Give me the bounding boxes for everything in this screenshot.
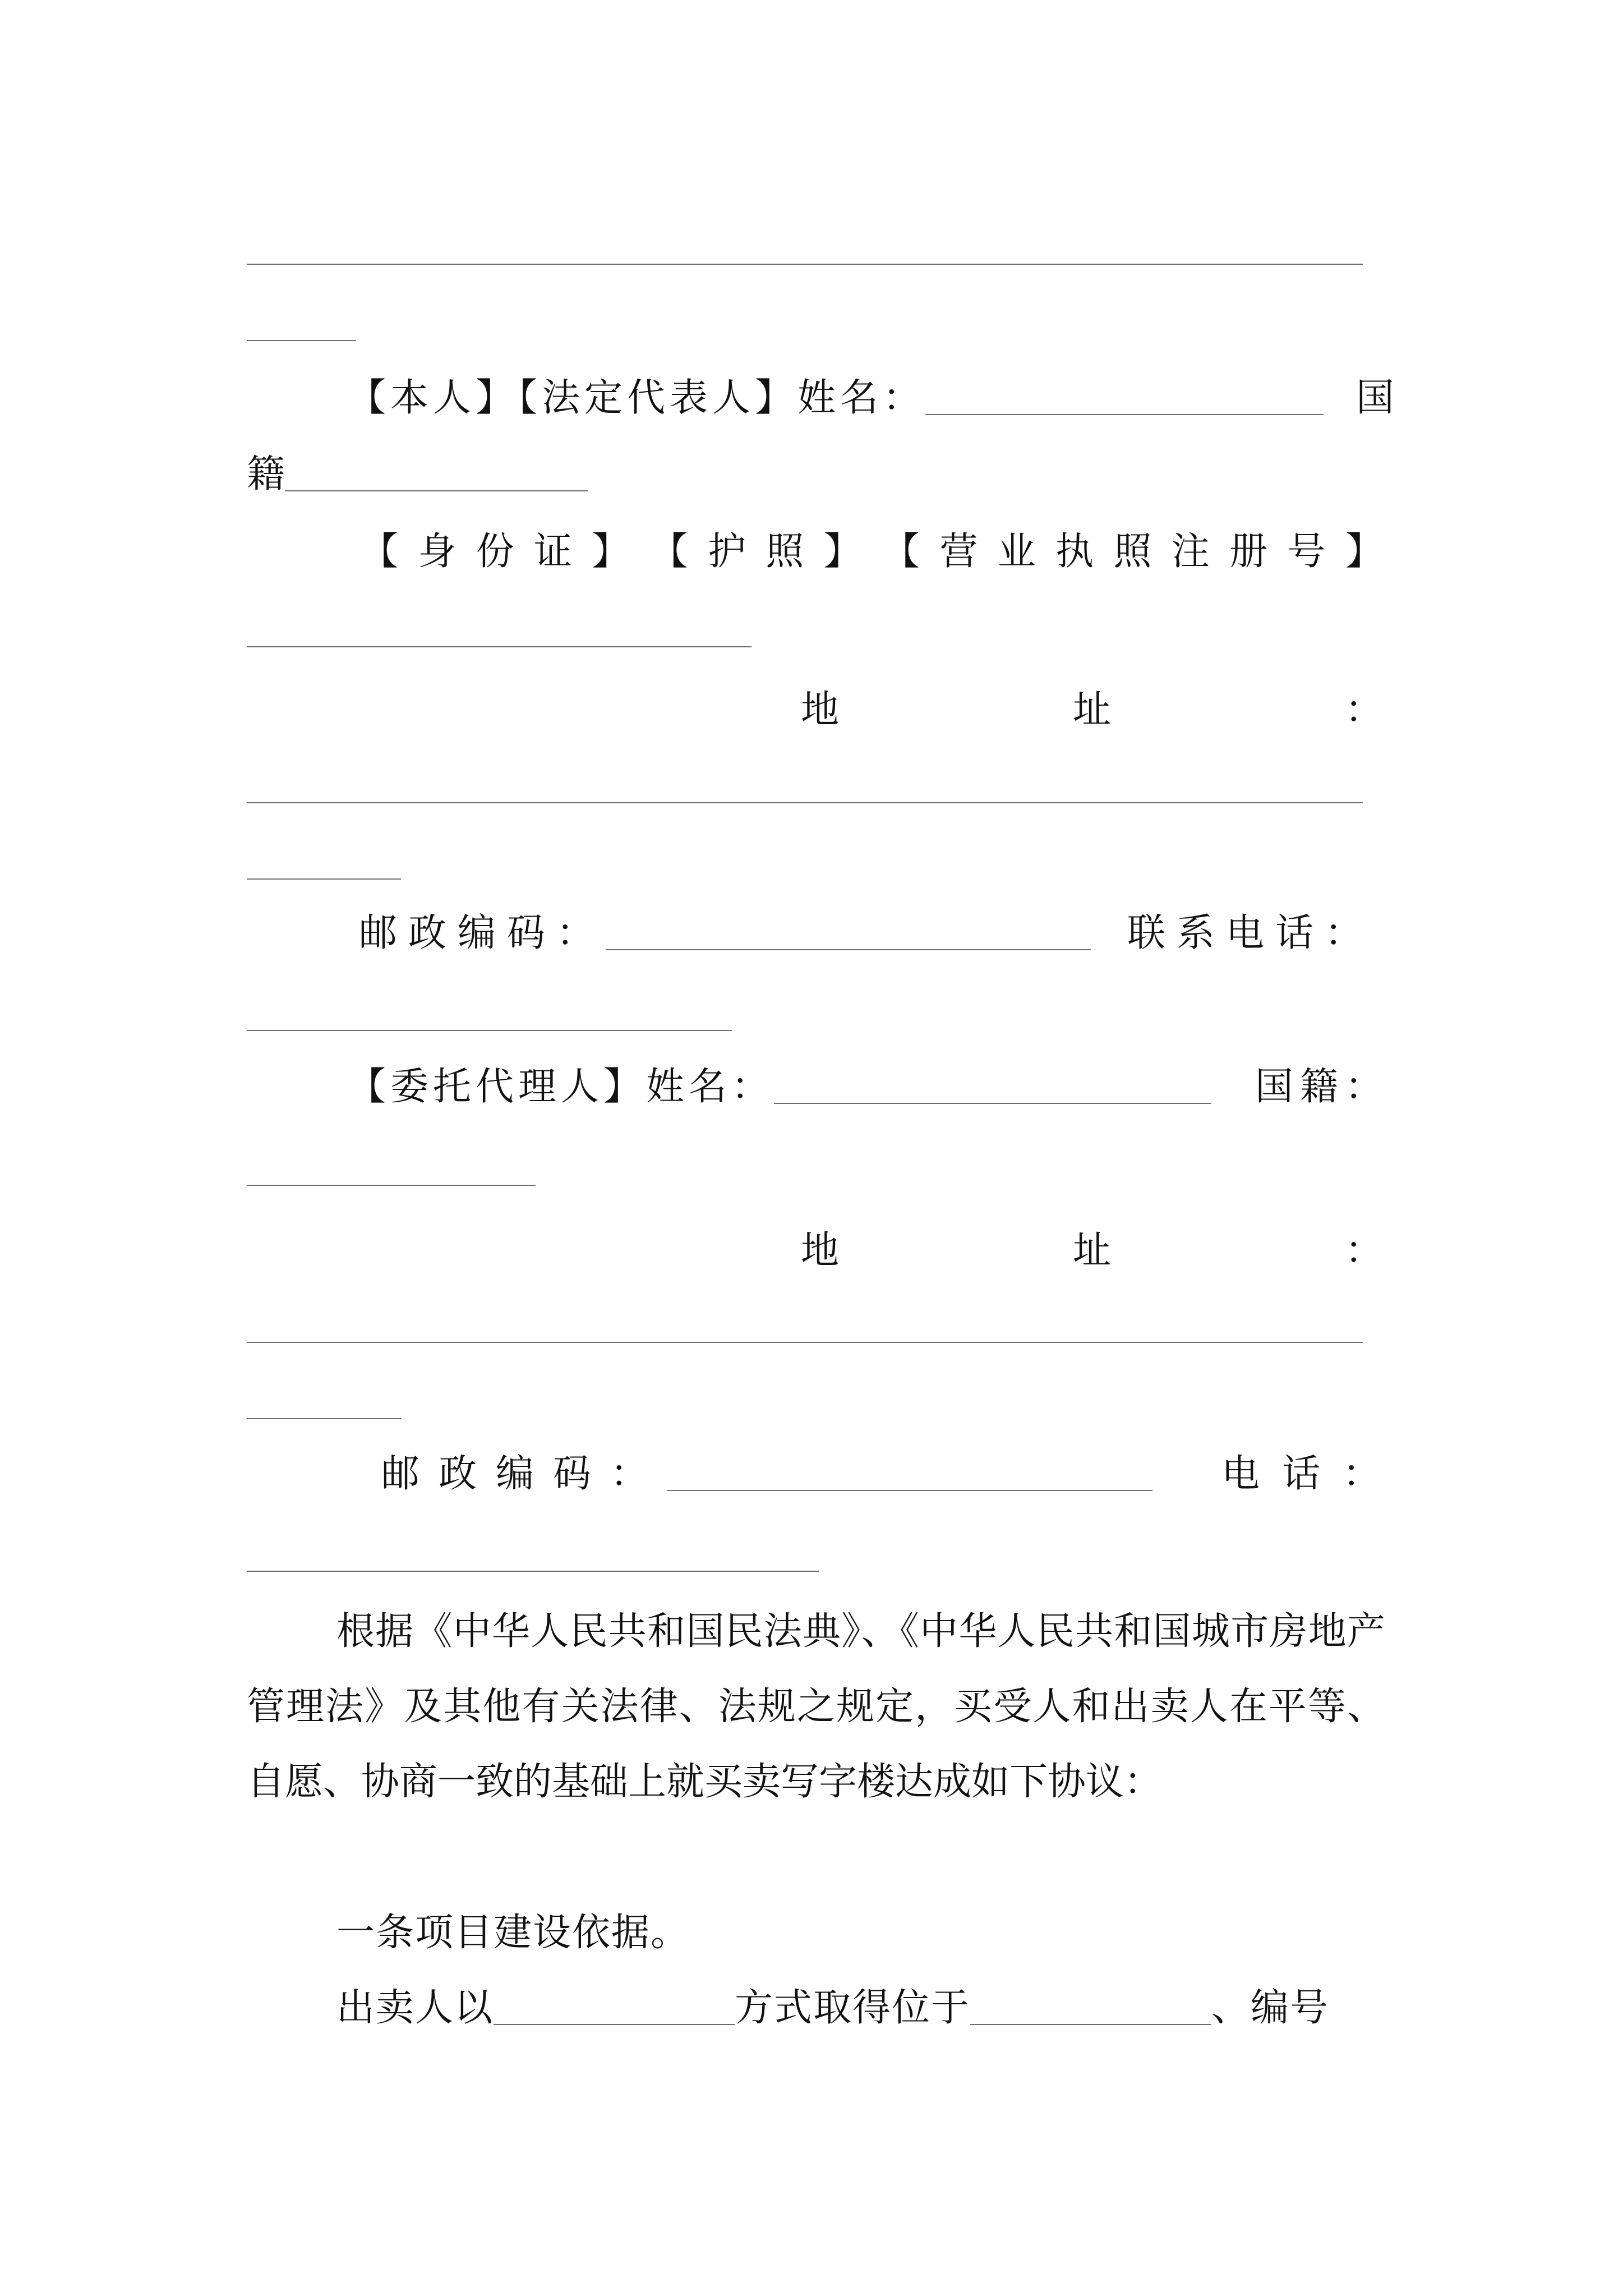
agent-address-label-1: 地 <box>801 1228 840 1273</box>
id-type-char: 】 <box>592 530 630 574</box>
agent-name-row <box>348 1065 1211 1109</box>
agent-phone-field[interactable] <box>247 1571 819 1572</box>
article1-text-2: 方式取得位于 <box>735 1986 971 2030</box>
party-address-label-2: 址 <box>1073 688 1112 732</box>
agent-name-field[interactable] <box>774 1070 1211 1104</box>
acquisition-method-field[interactable] <box>494 1991 735 2025</box>
agent-phone-label: 电话： <box>1221 1452 1404 1496</box>
id-number-field[interactable] <box>247 646 751 647</box>
article1-text-3: 、编号 <box>1211 1986 1330 2030</box>
nationality-char-1: 国 <box>1356 376 1395 420</box>
id-type-char: 【 <box>882 530 920 574</box>
blank-line <box>247 264 1363 265</box>
id-type-char: 】 <box>1345 530 1384 574</box>
party-postcode-label: 邮政编码： <box>359 911 606 955</box>
agent-nationality-label: 国籍： <box>1255 1065 1390 1109</box>
id-type-char: 】 <box>823 530 862 574</box>
agent-address-label-3: ： <box>1345 1228 1384 1273</box>
agent-postcode-row <box>381 1452 1152 1496</box>
agent-address-field-cont[interactable] <box>247 1418 401 1419</box>
id-type-char: 份 <box>476 530 514 574</box>
agent-name-label: 【委托代理人】姓名： <box>348 1065 774 1109</box>
party-nationality-row <box>247 452 588 496</box>
id-type-char: 【 <box>649 530 688 574</box>
id-type-char: 照 <box>766 530 804 574</box>
agent-postcode-field[interactable] <box>667 1457 1152 1491</box>
party-address-label-3: ： <box>1345 688 1384 732</box>
nationality-char-2: 籍 <box>247 452 285 496</box>
id-type-char: 业 <box>997 530 1036 574</box>
party-nationality-field[interactable] <box>285 458 588 491</box>
agent-address-label-2: 址 <box>1073 1228 1112 1273</box>
id-type-options <box>360 530 1384 574</box>
preamble-paragraph <box>247 1594 1385 1820</box>
id-type-char: 【 <box>360 530 399 574</box>
blank-line <box>247 340 356 341</box>
article1-text-1: 出卖人以 <box>336 1986 494 2030</box>
party-postcode-field[interactable] <box>606 917 1091 950</box>
id-type-char: 营 <box>939 530 978 574</box>
party-address-label-1: 地 <box>801 688 840 732</box>
party-address-field-cont[interactable] <box>247 878 401 880</box>
preamble-text: 根据《中华人民共和国民法典》、《中华人民共和国城市房地产管理法》及其他有关法律、法规之规定，买受人和出卖人在平等、自愿、协商一致的基础上就买卖写字楼达成如下协议： <box>247 1609 1385 1804</box>
id-type-char: 注 <box>1171 530 1210 574</box>
party-name-field[interactable] <box>925 381 1324 415</box>
party-phone-label: 联系电话： <box>1127 911 1375 955</box>
party-name-label: 【本人】【法定代表人】姓名： <box>348 376 926 420</box>
id-type-char: 执 <box>1055 530 1094 574</box>
article1-title: 一条项目建设依据。 <box>336 1911 690 1955</box>
article1-line <box>336 1986 1330 2030</box>
party-address-field[interactable] <box>247 802 1363 803</box>
id-type-char: 身 <box>418 530 457 574</box>
id-type-char: 号 <box>1287 530 1326 574</box>
id-type-char: 册 <box>1229 530 1268 574</box>
agent-nationality-field[interactable] <box>247 1185 536 1186</box>
id-type-char: 证 <box>534 530 573 574</box>
location-field[interactable] <box>970 1991 1211 2025</box>
party-name-row <box>348 376 1324 420</box>
id-type-char: 照 <box>1113 530 1152 574</box>
party-phone-field[interactable] <box>247 1030 732 1031</box>
party-postcode-row <box>359 911 1091 955</box>
agent-postcode-label: 邮政编码： <box>381 1452 668 1496</box>
id-type-char: 护 <box>708 530 746 574</box>
agent-address-field[interactable] <box>247 1342 1363 1343</box>
